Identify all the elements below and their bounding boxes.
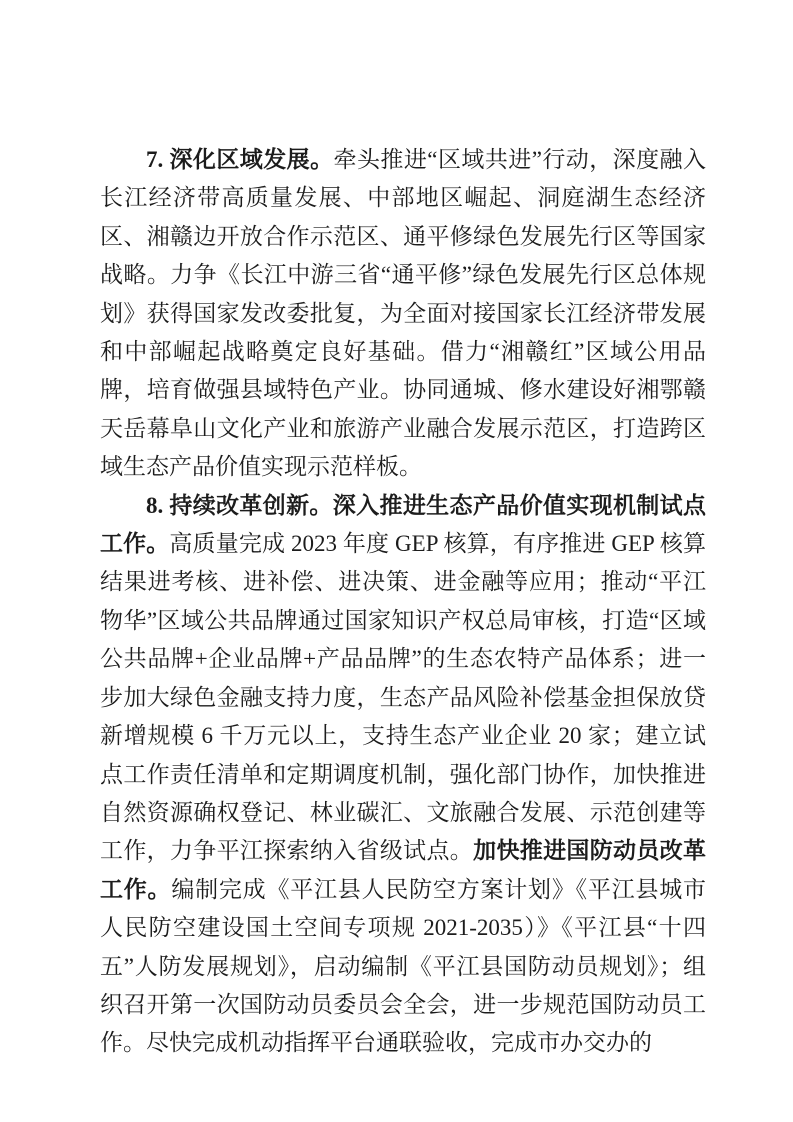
paragraph-8-body-national-defense: 编制完成《平江县人民防空方案计划》《平江县城市人民防空建设国土空间专项规 2021-2035）》《平江县“十四五”人防发展规划》，启动编制《平江县国防动员规划》；组织召开第一次国防动员委员会全会，进一步规范国防动员工作。尽快完成机动指挥平台通联验收，完成市办交办的: [100, 876, 707, 1056]
paragraph-8-body-ecological-products: 高质量完成 2023 年度 GEP 核算，有序推进 GEP 核算结果进考核、进补偿、进决策、进金融等应用；推动“平江物华”区域公共品牌通过国家知识产权总局审核，打造“区域公共品牌+企业品牌+产品品牌”的生态农特产品体系；进一步加大绿色金融支持力度，生态产品风险补偿基金担保放贷新增规模 6 千万元以上，支持生态产业企业 20 家；建立试点工作责任清单和定期调度机制，强化部门协作，加快推进自然资源确权登记、林业碳汇、文旅融合发展、示范创建等工作，力争平江探索纳入省级试点。: [100, 531, 707, 864]
paragraph-8-subheading-national-defense: 加快推进国防动员改革工作。: [100, 838, 707, 902]
paragraph-8-heading: 8. 持续改革创新。深入推进生态产品价值实现机制试点工作。: [100, 492, 706, 557]
paragraph-7-regional-development: [100, 141, 706, 487]
paragraph-7-body: 牵头推进“区域共进”行动，深度融入长江经济带高质量发展、中部地区崛起、洞庭湖生态经济区、湘赣边开放合作示范区、通平修绿色发展先行区等国家战略。力争《长江中游三省“通平修”绿色发展先行区总体规划》获得国家发改委批复，为全面对接国家长江经济带发展和中部崛起战略奠定良好基础。借力“湘赣红”区域公用品牌，培育做强县域特色产业。协同通城、修水建设好湘鄂赣天岳幕阜山文化产业和旅游产业融合发展示范区，打造跨区域生态产品价值实现示范样板。: [100, 147, 707, 480]
paragraph-7-heading: 7. 深化区域发展。: [146, 147, 334, 172]
paragraph-8-reform-innovation: [100, 487, 706, 1063]
